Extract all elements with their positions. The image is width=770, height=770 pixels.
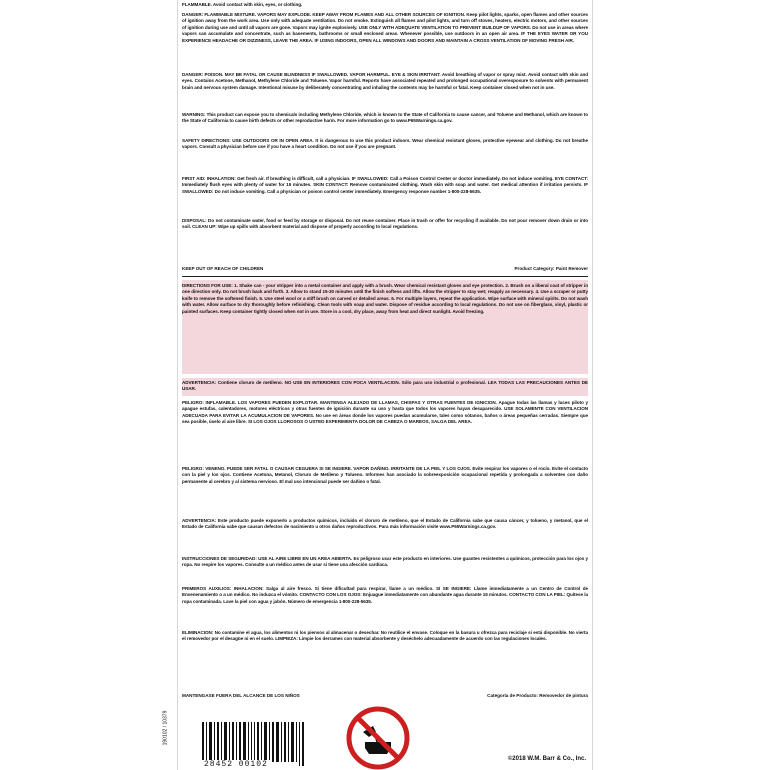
flammable-line: FLAMMABLE. Avoid contact with skin, eyes, or clothing. <box>182 2 303 7</box>
prop65-warning-paragraph: WARNING: This product can expose you to chemicals including Methylene Chloride, which is known to the State of California to cause cancer, and Toluene and Methanol, which are known to the State of California to cause birth defects or other reproductive harm. For more information go to www.P65Warnings.ca.gov. <box>182 112 588 124</box>
spanish-keep-out-text: MANTENGASE FUERA DEL ALCANCE DE LOS NIÑOS <box>182 693 300 698</box>
first-aid-paragraph: FIRST AID: INHALATION: Get fresh air. If breathing is difficult, call a physician. IF SWALLOWED: Call a Poison Control Center or doctor immediately. Do not induce vomiting. EYE CONTACT: Immediately flush eyes with plenty of water for 15 minutes. SKIN CONTACT: Remove contaminated clothing. Wash skin with soap and water. Get medical attention if irritation persists. IF SWALLOWED: Do not induce vomiting. Call a physician or poison control center immediately. Emergency response number 1-800-228-5635. <box>182 176 588 194</box>
spanish-advertencia-paragraph: ADVERTENCIA: Contiene cloruro de metileno. NO USE EN INTERIORES CON POCA VENTILACION. Sólo para uso industrial o profesional. LEA TODAS LAS PRECAUCIONES ANTES DE USAR. <box>182 380 588 392</box>
spanish-prop65-paragraph: ADVERTENCIA: Este producto puede exponerlo a productos químicos, incluido el cloruro de metileno, que el Estado de California sabe que causa cáncer, y tolueno, y metanol, que el Estado de California sabe que causan defectos de nacimiento u otros daños reproductivos. Para más información visite www.P65Warnings.ca.gov. <box>182 518 588 530</box>
spanish-eliminacion-paragraph: ELIMINACION: No contamine el agua, los alimentos ni los piensos al almacenar o desechar. No reutilice el envase. Coloque en la basura u ofrezca para reciclaje si está disponible. No vierta el removedor por el desagüe ni en el suelo. LIMPIEZA: Limpie los derrames con material absorbente y deséchelo adecuadamente de acuerdo con las regulaciones locales. <box>182 630 588 642</box>
spanish-veneno-paragraph: PELIGRO: VENENO. PUEDE SER FATAL O CAUSAR CEGUERA SI SE INGIERE. VAPOR DAÑINO. IRRITANTE DE LA PIEL Y LOS OJOS. Evite respirar los vapores o el rocío. Evite el contacto con la piel y los ojos. Contiene Acetona, Metanol, Cloruro de Metileno y Tolueno. Informes han asociado la sobreexposición ocupacional repetida y prolongada a solventes con daño permanente al cerebro y al sistema nervioso. El mal uso intencional puede ser dañino o fatal. <box>182 466 588 484</box>
flammable-warning-paragraph: DANGER: FLAMMABLE MIXTURE. VAPORS MAY EXPLODE. KEEP AWAY FROM FLAMES AND ALL OTHER SOURCES OF IGNITION. Keep pilot lights, sparks, open flames and other sources of ignition away from the work area. Use only with adequate ventilation. Do not smoke. Extinguish all flames and pilot lights, and turn off stoves, heaters, electric motors, and other sources of ignition during use and until all vapors are gone. Vapors may ignite explosively. USE ONLY WITH ADEQUATE VENTILATION TO PREVENT BUILDUP OF VAPORS. Do not use in areas where vapors can accumulate and concentrate, such as basements, bathrooms or small enclosed areas. Whenever possible, use outdoors in an open air area. IF THE EYES WATER OR YOU EXPERIENCE HEADACHE OR DIZZINESS, LEAVE THE AREA. IF USING INDOORS, OPEN ALL WINDOWS AND DOORS AND MAINTAIN A CROSS VENTILATION OF MOVING FRESH AIR. <box>182 12 588 43</box>
spanish-inflamable-paragraph: PELIGRO: INFLAMABLE. LOS VAPORES PUEDEN EXPLOTAR. MANTENGA ALEJADO DE LLAMAS, CHISPAS Y OTRAS FUENTES DE IGNICION. Apague todas las llamas y luces piloto y apague estufas, calentadores, motores eléctricos y otras fuentes de ignición durante su uso y hasta que todos los vapores hayan desaparecido. USE SOLAMENTE CON VENTILACION ADECUADA PARA EVITAR LA ACUMULACION DE VAPORES. No use en áreas donde los vapores puedan acumularse, tales como sótanos, baños o áreas pequeñas cerradas. Siempre que sea posible, úselo al aire libre. SI LOS OJOS LLOROSOS O USTED EXPERIMENTA DOLOR DE CABEZA O MAREOS, SALGA DEL AREA. <box>182 400 588 425</box>
spanish-product-category-text: Categoría de Producto: Removedor de pintura <box>487 693 588 698</box>
barcode-number: 28452 00102 <box>204 760 268 769</box>
label-right-edge <box>592 0 593 770</box>
product-label-panel <box>162 0 592 770</box>
keep-out-of-reach-row <box>182 266 588 273</box>
spanish-primeros-auxilios-paragraph: PRIMEROS AUXILIOS: INHALACION: Salga al aire fresco. Si tiene dificultad para respirar, llame a un médico. SI SE INGIERE: Llame inmediatamente a un Centro de Control de Envenenamiento o a un médico. No induzca el vómito. CONTACTO CON LOS OJOS: Enjuague inmediatamente con abundante agua durante 15 minutos. CONTACTO CON LA PIEL: Quítese la ropa contaminada. Lave la piel con agua y jabón. Número de emergencia 1-800-228-5635. <box>182 586 588 604</box>
keep-out-of-reach-text: KEEP OUT OF REACH OF CHILDREN <box>182 266 264 271</box>
no-pour-down-drain-icon <box>343 702 413 770</box>
disposal-paragraph: DISPOSAL: Do not contaminate water, food or feed by storage or disposal. Do not reuse container. Place in trash or offer for recycling if available. Do not pour remover down drain or into soil. CLEAN UP: Wipe up spills with absorbent material and dispose of properly according to local regulations. <box>182 218 588 230</box>
directions-for-use-paragraph: DIRECTIONS FOR USE: 1. Shake can - your stripper into a metal container and apply with a brush. Wear chemical resistant gloves and eye protection. 2. Brush on a liberal coat of stripper in one direction only. Do not brush back and forth. 3. Allow to stand 15-30 minutes until the finish softens and lifts. Allow the stripper to stay wet; reapply as necessary. 4. Use a scraper or putty knife to remove the softened finish. 5. Use steel wool or a stiff brush on carved or detailed areas. 6. For multiple layers, repeat the application. Wipe surface with mineral spirits. Do not wash with water. Allow surface to dry thoroughly before refinishing. Clean tools with soap and water. Dispose of residue according to local regulations. Do not use on fiberglass, vinyl, plastic or painted surfaces. Keep container tightly closed when not in use. Store in a cool, dry place, away from heat and direct sunlight. Avoid freezing. <box>182 283 588 314</box>
poison-warning-paragraph: DANGER: POISON. MAY BE FATAL OR CAUSE BLINDNESS IF SWALLOWED. VAPOR HARMFUL. EYE & SKIN IRRITANT. Avoid breathing of vapor or spray mist. Avoid contact with skin and eyes. Contains Acetone, Methanol, Methylene Chloride and Toluene. Vapor harmful. Reports have associated repeated and prolonged occupational overexposure to solvents with permanent brain and nervous system damage. Intentional misuse by deliberately concentrating and inhaling the contents may be harmful or fatal. Keep container closed when not in use. <box>182 72 588 90</box>
side-lot-code: 190102 / 10379 <box>162 710 169 746</box>
copyright-text: ©2018 W.M. Barr & Co., Inc. <box>507 756 586 762</box>
divider-line <box>182 276 588 277</box>
safety-directions-paragraph: SAFETY DIRECTIONS: USE OUTDOORS OR IN OPEN AREA. It is dangerous to use this product indoors. Wear chemical resistant gloves, protective eyewear and clothing. Do not breathe vapors. Consult a physician before use if you have a heart condition. Do not use if you are pregnant. <box>182 138 588 150</box>
product-category-text: Product Category: Paint Remover <box>514 266 588 271</box>
spanish-instrucciones-paragraph: INSTRUCCIONES DE SEGURIDAD: USE AL AIRE LIBRE EN UN AREA ABIERTA. Es peligroso usar este producto en interiores. Use guantes resistentes a químicos, protección para los ojos y ropa. No respire los vapores. Consulte a un médico antes de usar si tiene una afección cardíaca. <box>182 556 588 568</box>
spanish-keep-out-row <box>182 693 588 700</box>
